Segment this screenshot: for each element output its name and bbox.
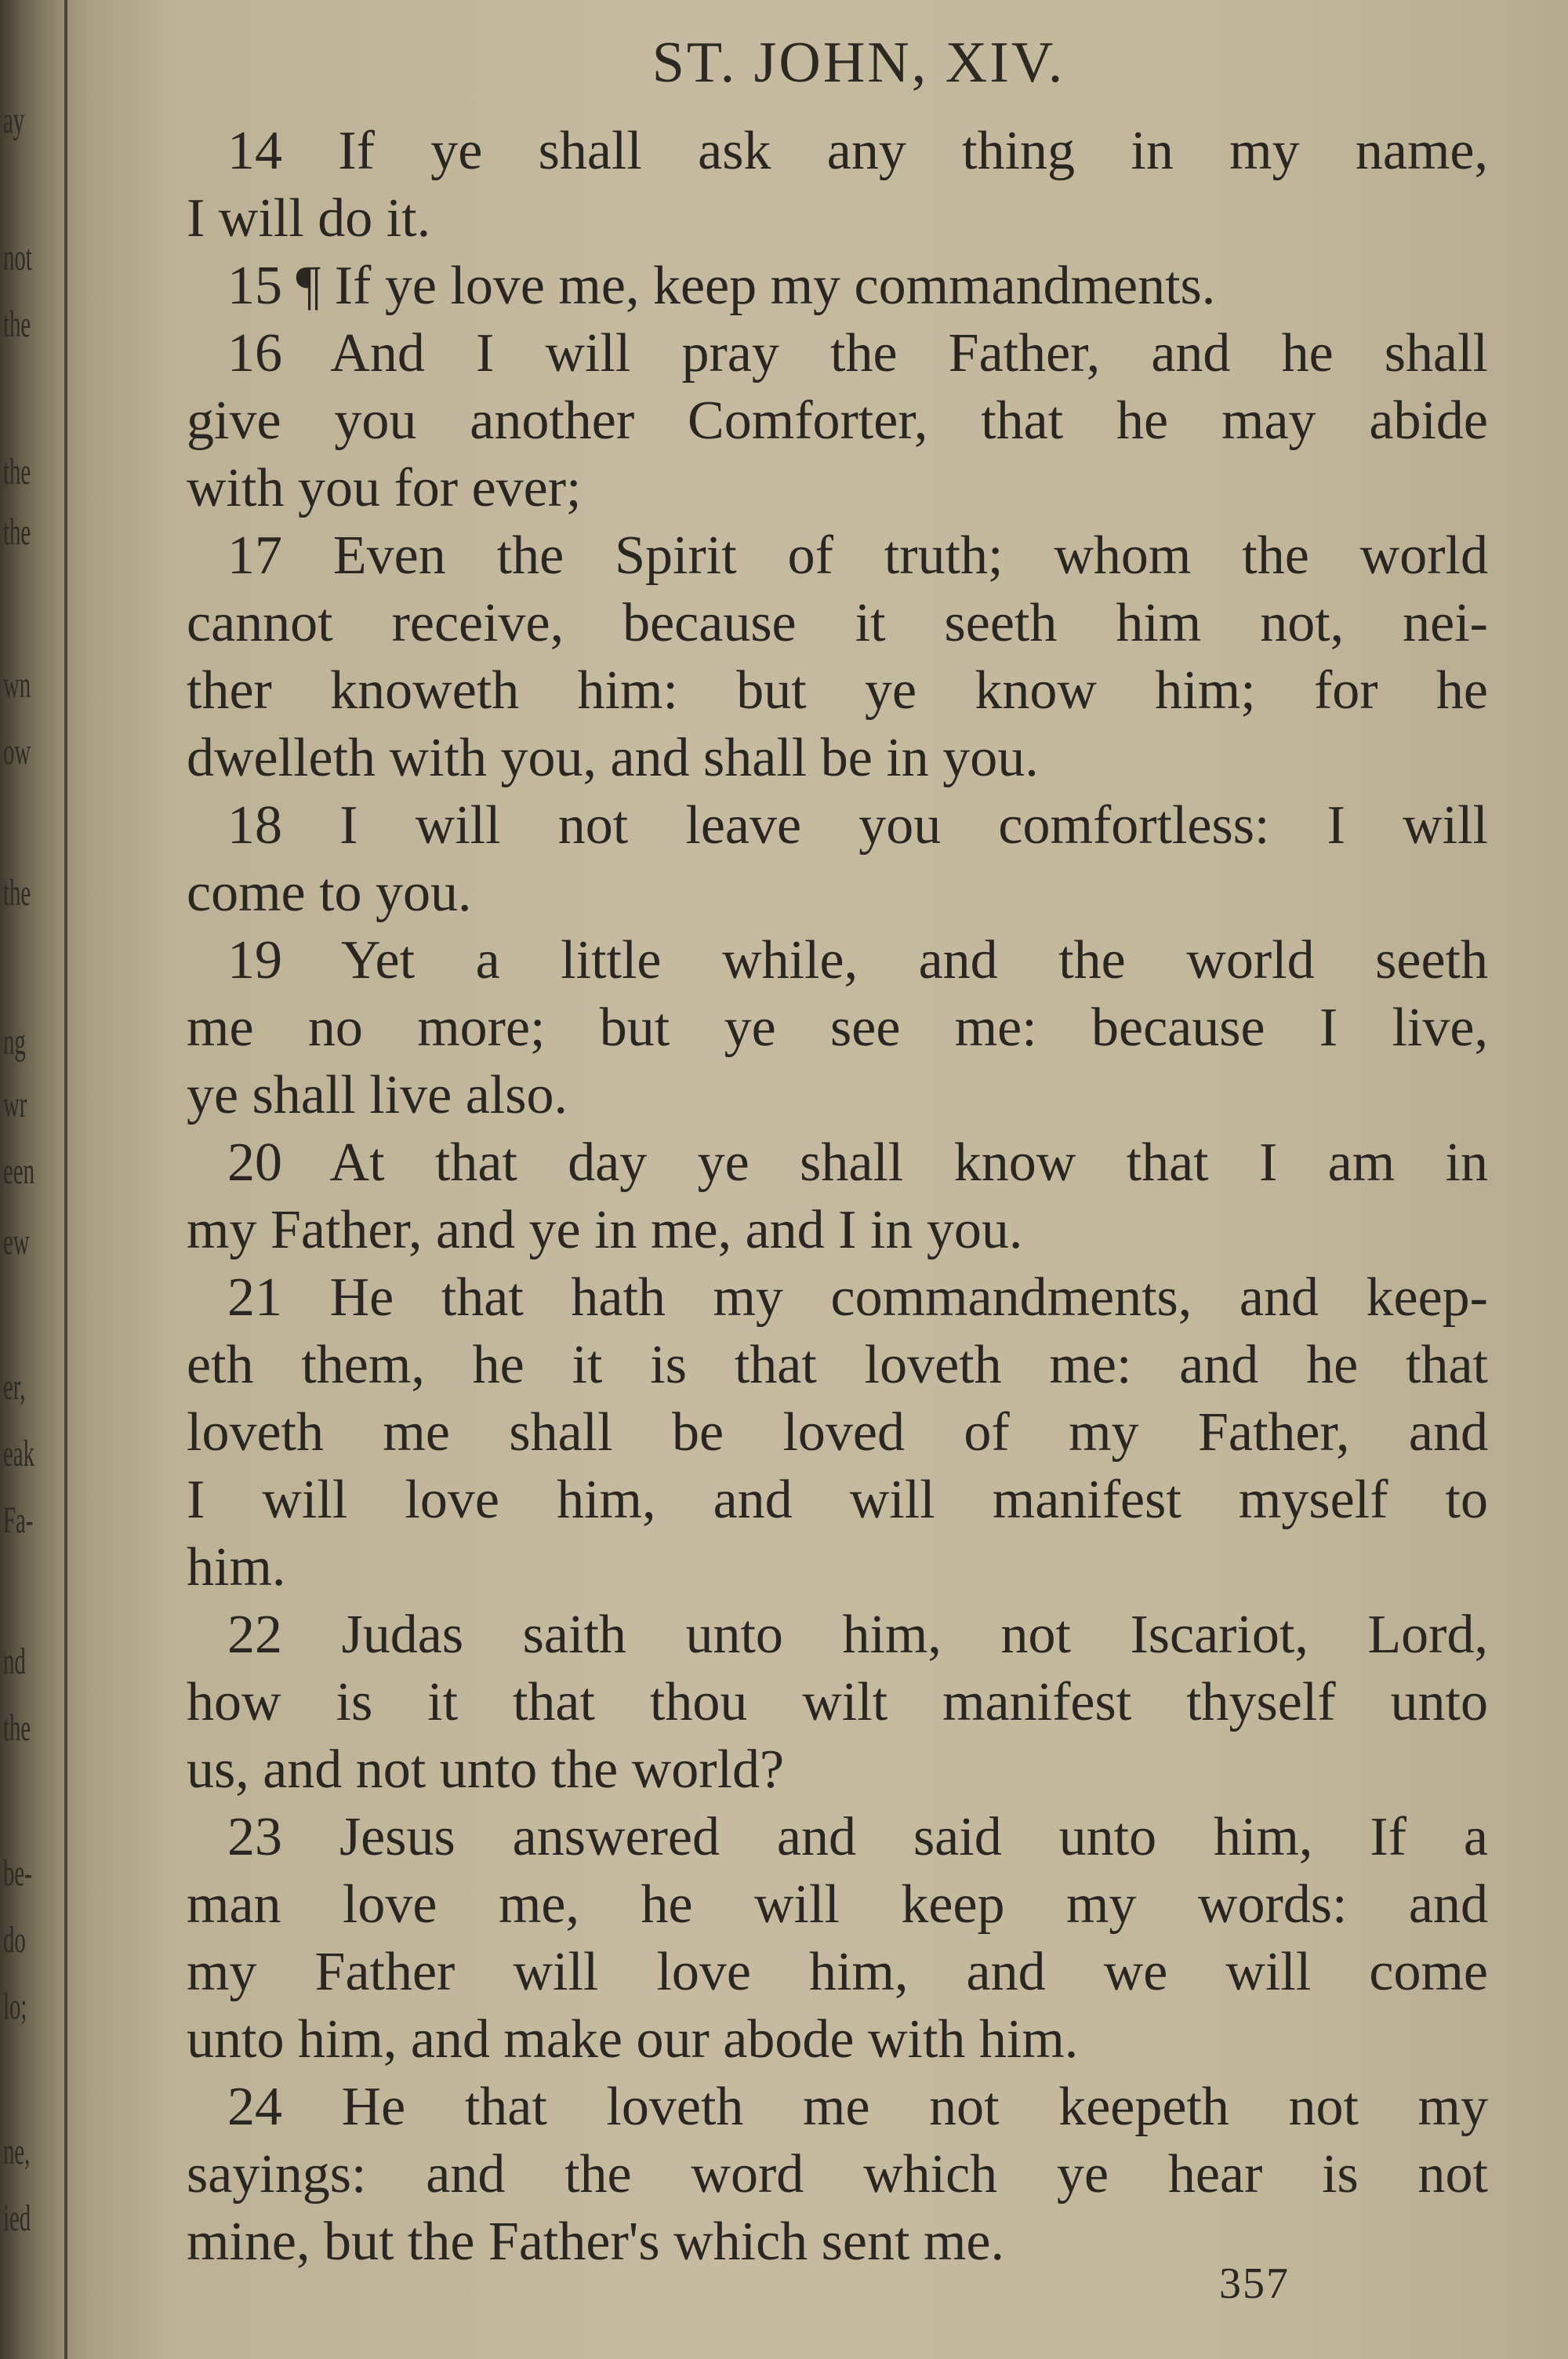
verse-line: 14 If ye shall ask any thing in my name,: [227, 121, 1488, 181]
verse-line: us, and not unto the world?: [187, 1739, 785, 1800]
verse-line: 20 At that day ye shall know that I am in: [227, 1132, 1488, 1193]
margin-fragment: ng: [3, 1021, 26, 1063]
margin-fragment: wn: [3, 664, 31, 706]
verse-line: loveth me shall be loved of my Father, and: [187, 1402, 1488, 1463]
verse: [187, 927, 1488, 1129]
margin-fragment: ew: [3, 1221, 30, 1263]
verse-line: I will do it.: [187, 188, 431, 249]
verse-line: 17 Even the Spirit of truth; whom the world: [227, 525, 1488, 586]
verse-line: my Father will love him, and we will come: [187, 1942, 1488, 2002]
verse-line: 15 ¶ If ye love me, keep my commandments.: [227, 256, 1216, 316]
verse-line: him.: [187, 1537, 286, 1598]
margin-fragment: eak: [3, 1433, 34, 1474]
page-number: 357: [1219, 2259, 1290, 2308]
verse-line: mine, but the Father's which sent me.: [187, 2212, 1004, 2272]
verse-line: unto him, and make our abode with him.: [187, 2009, 1079, 2070]
verse-column: [187, 118, 1488, 2276]
verse-line: ye shall live also.: [187, 1065, 568, 1125]
margin-fragment: wr: [3, 1084, 27, 1125]
verse-line: 23 Jesus answered and said unto him, If a: [227, 1807, 1488, 1867]
margin-fragment: the: [3, 451, 31, 493]
verse-line: 19 Yet a little while, and the world seeth: [227, 930, 1488, 990]
margin-fragment: the: [3, 304, 31, 345]
verse-line: 18 I will not leave you comfortless: I will: [227, 795, 1488, 856]
verse: [187, 1804, 1488, 2074]
margin-fragment: ied: [3, 2197, 31, 2239]
margin-fragment: do: [3, 1919, 26, 1961]
verse: [187, 1129, 1488, 1264]
verse: [187, 253, 1488, 320]
verse-line: my Father, and ye in me, and I in you.: [187, 1200, 1023, 1260]
margin-fragment: ne,: [3, 2131, 31, 2172]
margin-fragment: Fa-: [3, 1499, 34, 1541]
verse-line: 16 And I will pray the Father, and he shall: [227, 323, 1488, 383]
verse-line: I will love him, and will manifest myself to: [187, 1470, 1488, 1530]
gutter-shadow-line: [64, 0, 67, 2359]
margin-fragment: ay: [3, 100, 25, 141]
verse: [187, 320, 1488, 522]
verse: [187, 522, 1488, 792]
verse: [187, 792, 1488, 927]
verse-line: 21 He that hath my commandments, and keep-: [227, 1267, 1488, 1328]
verse-line: me no more; but ye see me: because I live,: [187, 998, 1488, 1058]
verse: [187, 118, 1488, 253]
margin-fragment: not: [3, 237, 32, 278]
margin-fragment: be-: [3, 1852, 32, 1894]
margin-fragment: een: [3, 1150, 34, 1192]
margin-fragment: the: [3, 1707, 31, 1749]
verse-line: dwelleth with you, and shall be in you.: [187, 728, 1039, 788]
running-header: [0, 30, 1568, 96]
verse: [187, 1264, 1488, 1601]
margin-fragment: ow: [3, 731, 31, 772]
verse: [187, 2074, 1488, 2276]
margin-fragment: the: [3, 872, 31, 914]
verse-line: how is it that thou wilt manifest thyself unto: [187, 1672, 1488, 1732]
verse-line: give you another Comforter, that he may abide: [187, 391, 1488, 451]
verse: [187, 1601, 1488, 1804]
verse-line: 24 He that loveth me not keepeth not my: [227, 2077, 1488, 2137]
verse-line: ther knoweth him: but ye know him; for he: [187, 660, 1488, 721]
margin-fragment: nd: [3, 1641, 26, 1682]
margin-fragment: er,: [3, 1366, 26, 1408]
verse-line: come to you.: [187, 863, 472, 923]
margin-fragment: lo;: [3, 1986, 27, 2027]
margin-fragment: the: [3, 511, 31, 553]
verse-line: cannot receive, because it seeth him not, nei-: [187, 593, 1488, 653]
verse-line: sayings: and the word which ye hear is not: [187, 2144, 1488, 2205]
verse-line: man love me, he will keep my words: and: [187, 1874, 1488, 1935]
verse-line: 22 Judas saith unto him, not Iscariot, Lord,: [227, 1605, 1488, 1665]
verse-line: with you for ever;: [187, 458, 582, 518]
verse-line: eth them, he it is that loveth me: and he that: [187, 1335, 1488, 1395]
page-title: ST. JOHN, XIV.: [652, 31, 1065, 95]
